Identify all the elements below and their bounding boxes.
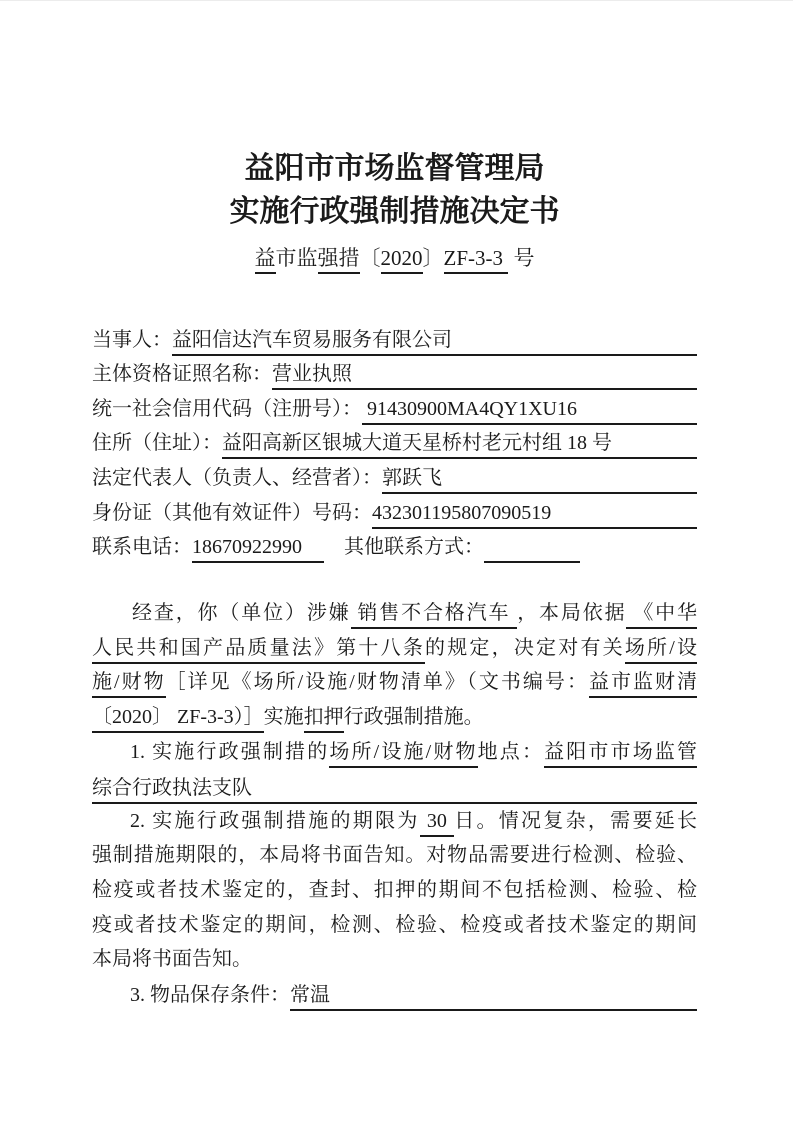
- form-text: 〕: [422, 246, 444, 270]
- filled-in-text: 常温: [290, 984, 330, 1011]
- party-info-fields: [92, 321, 697, 563]
- form-text: 1. 实施行政强制措的: [130, 740, 330, 763]
- field-party: [92, 321, 697, 356]
- blank-underline-fill: [612, 457, 697, 459]
- form-text: 身份证（其他有效证件）号码：: [92, 501, 372, 524]
- filled-in-text: 销售不合格汽车: [351, 602, 518, 629]
- filled-in-text: 综合行政执法支队: [92, 777, 252, 804]
- form-text: 号: [508, 246, 535, 270]
- filled-in-text: 施/财物: [92, 671, 166, 698]
- filled-in-text: 益: [255, 246, 276, 274]
- intro-line-4: [92, 700, 697, 735]
- item-1-line-1: [92, 735, 697, 770]
- field-certificate-name: [92, 356, 697, 391]
- form-text: ，本局依据: [517, 602, 627, 625]
- filled-in-text: 益阳高新区银城大道天星桥村老元村组 18 号: [222, 432, 612, 459]
- form-text: 当事人：: [92, 328, 172, 351]
- form-text: 强制措施期限的，本局将书面告知。对物品需要进行检测、检验、: [92, 844, 697, 867]
- form-text: 疫或者技术鉴定的期间，检测、检验、检疫或者技术鉴定的期间: [92, 913, 697, 936]
- field-id-number: [92, 494, 697, 529]
- filled-in-text: 强措: [318, 246, 360, 274]
- item-2-line-2: [92, 838, 697, 873]
- blank-underline-fill: [330, 1009, 697, 1011]
- document-body: [92, 596, 697, 1011]
- form-text: 2. 实施行政强制措施的期限为: [130, 809, 420, 832]
- field-credit-code: [92, 390, 697, 425]
- filled-in-text: 18670922990: [192, 536, 324, 563]
- blank-underline-fill: [551, 527, 697, 529]
- field-contact: [92, 529, 697, 564]
- form-text: [324, 536, 344, 563]
- filled-in-text: 营业执照: [272, 363, 352, 390]
- filled-in-text: 〔2020〕 ZF-3-3）］: [92, 706, 264, 733]
- form-text: 地点：: [477, 740, 545, 763]
- form-text: ［详见《场所/设施/财物清单》（文书编号：: [165, 671, 589, 694]
- filled-in-text: 《中华: [626, 602, 697, 629]
- form-text: 市监: [275, 246, 318, 270]
- filled-in-text: 扣押: [304, 706, 344, 733]
- form-text: 经查，你（单位）涉嫌: [132, 602, 351, 625]
- intro-line-2: [92, 631, 697, 666]
- filled-in-text: 益阳信达汽车贸易服务有限公司: [172, 329, 452, 356]
- document-title-line1: 益阳市市场监督管理局: [244, 152, 545, 185]
- form-text: 日。情况复杂，需要延长: [454, 809, 697, 832]
- filled-in-text: 益市监财清: [589, 671, 697, 698]
- form-text: 行政强制措施。: [343, 705, 484, 728]
- filled-in-text: 432301195807090519: [372, 502, 551, 529]
- filled-in-text: ZF-3-3: [444, 246, 509, 274]
- filled-in-text: 益阳市市场监管: [544, 741, 697, 768]
- blank-underline-fill: [442, 492, 697, 494]
- item-2-line-1: [92, 804, 697, 839]
- form-text: 其他联系方式：: [344, 536, 484, 559]
- filled-in-text: 场所/设施/财物: [329, 741, 477, 768]
- form-text: 住所（住址）：: [92, 432, 222, 455]
- blank-underline: [484, 561, 580, 563]
- form-text: 3. 物品保存条件：: [130, 984, 290, 1007]
- form-text: 实施: [263, 705, 304, 728]
- blank-underline-fill: [352, 388, 697, 390]
- form-text: 〔: [359, 246, 381, 270]
- item-2-line-4: [92, 908, 697, 943]
- filled-in-text: 人民共和国产品质量法》第十八条: [92, 637, 425, 664]
- item-1-line-2: [92, 769, 697, 804]
- form-text: 联系电话：: [92, 536, 192, 559]
- filled-in-text: 场所/设: [625, 637, 697, 664]
- form-text: 本局将书面告知。: [92, 948, 252, 971]
- filled-in-text: 郭跃飞: [382, 467, 442, 494]
- document-number: [92, 243, 697, 273]
- form-text: 检疫或者技术鉴定的，查封、扣押的期间不包括检测、检验、检: [92, 878, 697, 901]
- form-text: 法定代表人（负责人、经营者）：: [92, 466, 382, 489]
- item-2-line-3: [92, 873, 697, 908]
- field-legal-representative: [92, 459, 697, 494]
- item-3-line-1: [92, 977, 697, 1012]
- form-text: 主体资格证照名称：: [92, 363, 272, 386]
- blank-underline-fill: [595, 423, 697, 425]
- document-title-line2: 实施行政强制措施决定书: [229, 195, 560, 228]
- filled-in-text: 91430900MA4QY1XU16: [362, 398, 595, 425]
- intro-line-3: [92, 665, 697, 700]
- document-number-line: [255, 246, 535, 274]
- form-text: 统一社会信用代码（注册号）：: [92, 397, 362, 420]
- field-address: [92, 425, 697, 460]
- intro-line-1: [92, 596, 697, 631]
- filled-in-text: 30: [420, 810, 455, 837]
- filled-in-text: 2020: [381, 246, 423, 274]
- item-2-line-5: [92, 942, 697, 977]
- blank-underline-fill: [452, 354, 697, 356]
- document-content: [0, 1, 793, 1011]
- form-text: 的规定，决定对有关: [425, 636, 625, 659]
